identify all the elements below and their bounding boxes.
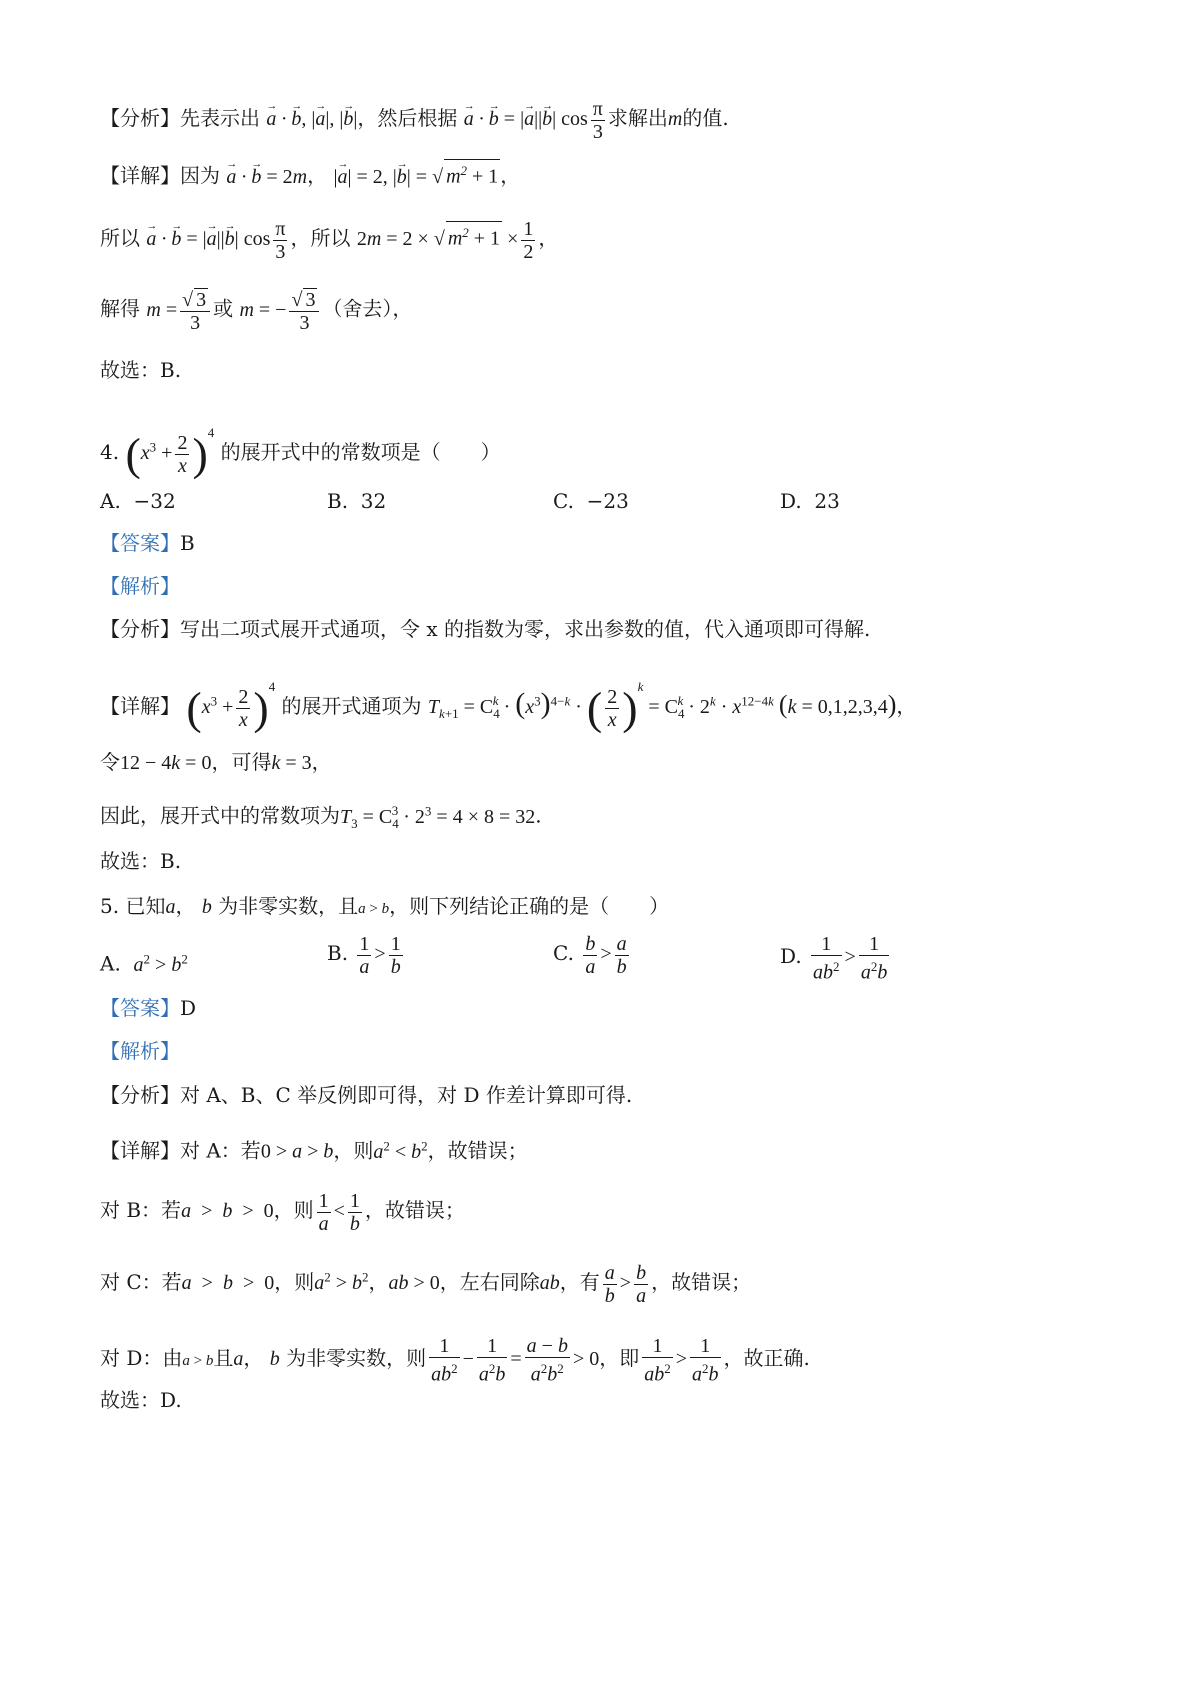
q5-stem: 5. 已知a， b 为非零实数，且a > b，则下列结论正确的是（ ） bbox=[100, 894, 670, 918]
formula: |→ a| = 2, |→ b| = √ $m^2 + 1$ bbox=[333, 166, 500, 188]
detail-tag: 【详解】 bbox=[100, 163, 180, 188]
q4-answer: 【答案】B bbox=[100, 531, 195, 555]
q5-option-c: C. $\frac{b}{a}$ > $\frac{a}{b}$ bbox=[553, 933, 627, 978]
q4-jiexi-tag: 【解析】 bbox=[100, 574, 180, 598]
q5-option-d: D. $\frac{1}{ab^2}$ > $\frac{1}{a^2b}$ bbox=[780, 933, 888, 984]
q3-analysis-line: 【分析】先表示出 → a · → b, |→ a|, |→ b|，然后根据 → a · → b = |→ a||→ b| cos $\frac{\pi}{3}$ 求解出m的值. bbox=[100, 98, 729, 143]
question-number: 4. bbox=[100, 440, 120, 464]
q3-conclusion: 故选：B. bbox=[100, 358, 182, 382]
q5-detail-b: 对 B：若a > b > 0，则 $\frac{1}{a}$ < $\frac{1}{b}$ ，故错误； bbox=[100, 1190, 465, 1235]
q4-detail-line-1: 【详解】 ($x^3$ + $\frac{2}{x}$ )$^4$ 的展开式通项为 $T_{k+1} = C_4^k \cdot (x^3)^{4-k}$ · ( $\frac{2}{x}$ )$^k = C_4^k \cdot 2^k \cdot x^{12-4k}$ (k = 0,1,2,3,4)， bbox=[100, 679, 917, 734]
q4-detail-line-3: 因此，展开式中的常数项为$T_3 = C_4^3 \cdot 2^3 = 4 \times 8 = 32$. bbox=[100, 803, 542, 831]
q5-option-b: B. $\frac{1}{a}$ > $\frac{1}{b}$ bbox=[327, 933, 401, 978]
formula: → a · → b, |→ a|, |→ b| bbox=[266, 108, 357, 130]
formula: → a · → b = |→ a||→ b| cos $\frac{\pi}{3}$ bbox=[146, 228, 290, 250]
q3-detail-line-1: 【详解】因为 → a · → b = 2m， |→ a| = 2, |→ b| = √ $m^2 + 1$ ， bbox=[100, 159, 520, 192]
answer-tag: 【答案】 bbox=[100, 531, 180, 555]
formula: → a · → b = |→ a||→ b| cos $\frac{\pi}{3}$ bbox=[464, 108, 608, 130]
q5-answer: 【答案】D bbox=[100, 996, 197, 1020]
q4-conclusion: 故选：B. bbox=[100, 849, 182, 873]
q3-detail-line-3: 解得 m = $\frac{√ 3}{3}$ 或 m = − $\frac{√ 3}{3}$ （舍去）， bbox=[100, 289, 413, 334]
analysis-tag: 【分析】 bbox=[100, 106, 180, 131]
q4-option-a: A. −32 bbox=[100, 489, 176, 513]
q5-option-a: A. $a^2 > b^2$ bbox=[100, 951, 188, 976]
q5-analysis: 【分析】对 A、B、C 举反例即可得，对 D 作差计算即可得. bbox=[100, 1083, 633, 1107]
formula: m = − $\frac{√ 3}{3}$ bbox=[239, 299, 322, 321]
q5-jiexi-tag: 【解析】 bbox=[100, 1039, 180, 1063]
formula: 2m = 2 × √ $m^2 + 1$ × $\frac{1}{2}$ bbox=[356, 218, 534, 263]
q5-detail-c: 对 C：若a > b > 0，则$a^2 > b^2$，ab > 0，左右同除ab，有 $\frac{a}{b}$ > $\frac{b}{a}$ ，故错误； bbox=[100, 1262, 752, 1307]
q4-option-b: B. 32 bbox=[327, 489, 387, 513]
q4-option-c: C. −23 bbox=[553, 489, 629, 513]
q5-detail-a: 【详解】对 A：若0 > a > b，则$a^2 < b^2$，故错误； bbox=[100, 1138, 528, 1163]
formula: $T_{k+1} = C_4^k \cdot (x^3)^{4-k}$ · ( $\frac{2}{x}$ )$^k = C_4^k \cdot 2^k \cdot x^{12-4k}$ (k = 0,1,2,3,4) bbox=[427, 679, 897, 734]
formula: ($x^3$ + $\frac{2}{x}$ )$^4$ bbox=[125, 425, 215, 480]
formula: → a · → b = 2m bbox=[226, 166, 307, 188]
q5-conclusion: 故选：D. bbox=[100, 1388, 182, 1412]
q5-detail-d: 对 D：由a > b且a， b 为非零实数，则 $\frac{1}{ab^2}$ − $\frac{1}{a^2b}$ = $\frac{a - b}{a^2b^2}$ > 0，即 $\frac{1}{ab^2}$ > $\frac{1}{a^2b}$ ，故正确. bbox=[100, 1335, 810, 1386]
q4-option-d: D. 23 bbox=[780, 489, 840, 513]
q4-detail-line-2: 令12 − 4k = 0，可得k = 3， bbox=[100, 750, 332, 774]
formula: ($x^3$ + $\frac{2}{x}$ )$^4$ bbox=[186, 679, 276, 734]
q4-stem: 4. ($x^3$ + $\frac{2}{x}$ )$^4$ 的展开式中的常数项是（ ） bbox=[100, 425, 501, 480]
q4-analysis: 【分析】写出二项式展开式通项，令 x 的指数为零，求出参数的值，代入通项即可得解. bbox=[100, 617, 871, 641]
q3-detail-line-2: 所以 → a · → b = |→ a||→ b| cos $\frac{\pi}{3}$ ，所以 2m = 2 × √ $m^2 + 1$ × $\frac{1}{2}$ ， bbox=[100, 218, 558, 263]
formula: m = $\frac{√ 3}{3}$ bbox=[146, 299, 213, 321]
